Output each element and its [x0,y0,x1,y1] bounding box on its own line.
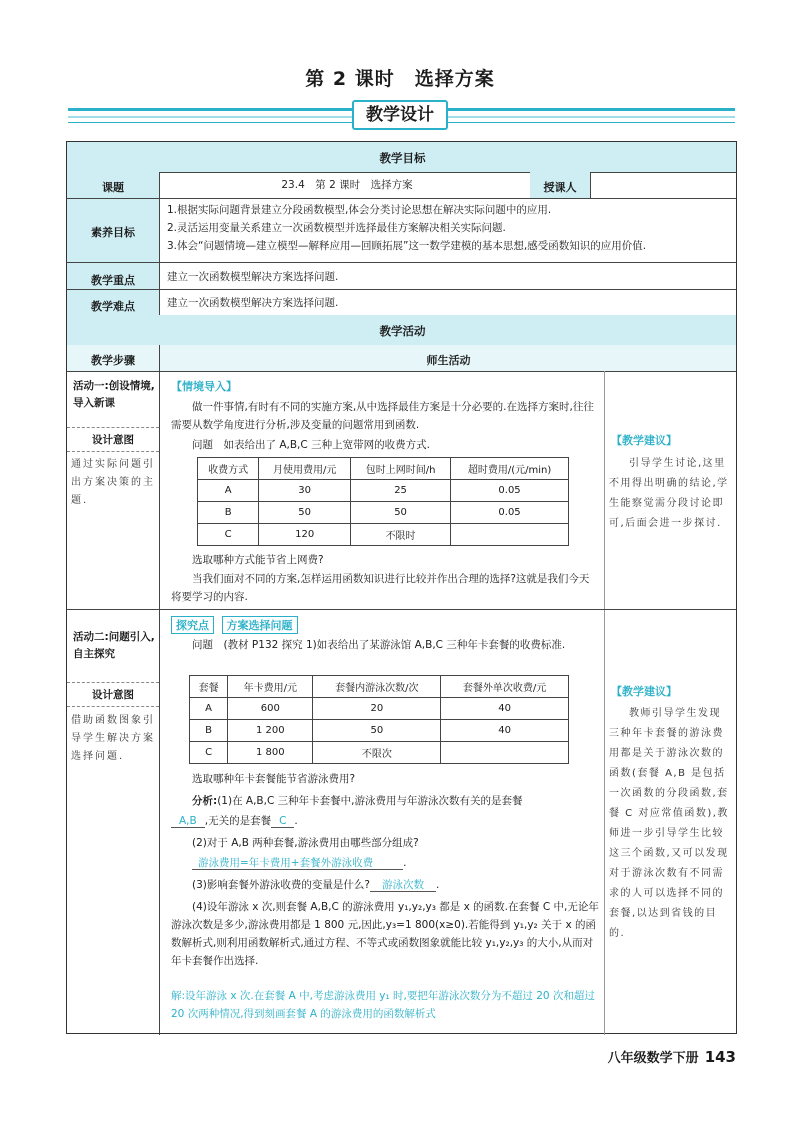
table-header: 包时上网时间/h [351,458,451,480]
activity2-tag: 探究点 方案选择问题 [171,616,298,634]
activity1-ask: 选取哪种方式能节省上网费? [192,554,324,566]
table-header: 套餐内游泳次数/次 [313,676,441,698]
q1-fill-b: C [271,815,294,828]
q2-fill: 游泳费用=年卡费用+套餐外游泳收费 [192,857,403,870]
swim-table [189,675,569,764]
table-cell: B [198,502,259,524]
table-cell: 25 [351,480,451,502]
activity1-design-note: 通过实际问题引出方案决策的主题. [71,459,155,506]
q3-fill: 游泳次数 [370,879,436,892]
row-divider [67,198,736,199]
table-header: 年卡费用/元 [228,676,313,698]
analysis-q2-fill: 游泳费用=年卡费用+套餐外游泳收费 . [171,854,599,872]
analysis-q2: (2)对于 A,B 两种套餐,游泳费用由哪些部分组成? [192,837,419,849]
table-cell: 20 [313,698,441,720]
activity1-intro: 做一件事情,有时有不同的实施方案,从中选择最佳方案是十分必要的.在选择方案时,往往需要从数学角度进行分析,涉及变量的问题常用到函数. [171,401,594,431]
activity2-answer: 解:设年游泳 x 次.在套餐 A 中,考虑游泳费用 y₁ 时,要把年游泳次数分为不超过 20 次和超过 20 次两种情况,得到刻画套餐 A 的游泳费用的函数解析式 [171,990,595,1020]
table-cell: 600 [228,698,313,720]
analysis-q3: (3)影响套餐外游泳收费的变量是什么? 游泳次数 . [192,879,440,891]
table-cell: C [190,742,228,764]
page-number: 143 [704,1048,736,1066]
literacy-line-3: 3.体会“问题情境—建立模型—解释应用—回顾拓展”这一数学建模的基本思想,感受函数知识的应用价值. [167,240,647,252]
activity-section-title: 教学活动 [379,324,426,338]
steps-value: 师生活动 [426,354,471,367]
table-cell: 1 200 [228,720,313,742]
activity2-suggest-title: 【教学建议】 [611,685,677,698]
topic-value: 23.4 第 2 课时 选择方案 [281,179,413,191]
q3-text: (3)影响套餐外游泳收费的变量是什么? [192,879,370,891]
table-cell: 50 [351,502,451,524]
table-cell: 50 [259,502,351,524]
table-cell [451,524,569,546]
difficulty-value: 建立一次函数模型解决方案选择问题. [167,297,339,309]
difficulty-label: 教学难点 [91,300,135,313]
activity1-tag: 【情境导入】 [171,380,237,393]
col-divider [590,172,591,198]
table-cell: 不限次 [313,742,441,764]
table-header: 套餐外单次收费/元 [441,676,569,698]
analysis-q1 [171,792,599,810]
table-cell: 40 [441,720,569,742]
table-cell: 50 [313,720,441,742]
activity1-suggest: 引导学生讨论,这里不用得出明确的结论,学生能察觉需分段讨论即可,后面会进一步探讨. [609,458,729,529]
row-divider [67,262,736,263]
literacy-line-1: 1.根据实际问题背景建立分段函数模型,体会分类讨论思想在解决实际问题中的应用. [167,204,552,216]
broadband-table [197,457,569,546]
row-divider [67,289,736,290]
analysis-q4: (4)设年游泳 x 次,则套餐 A,B,C 的游泳费用 y₁,y₂,y₃ 都是 x 的函数.在套餐 C 中,无论年游泳次数是多少,游泳费用都是 1 800 元,因此,y₃=1 800(x≥0).若能得到 y₁,y₂ 关于 x 的函数解析式,则利用函数解析式,通过方程、不等式或函数图象就能比较 y₁,y₂,y₃ 的大小,从而对年卡套餐作出选择. [171,901,599,967]
key-point-value: 建立一次函数模型解决方案选择问题. [167,271,339,283]
table-cell [441,742,569,764]
row-divider [67,371,736,372]
table-cell: 120 [259,524,351,546]
activity2-question: 问题 (教材 P132 探究 1)如表给出了某游泳馆 A,B,C 三种年卡套餐的收费标准. [192,639,566,651]
page-title: 第 2 课时 选择方案 [305,68,495,90]
table-cell: 0.05 [451,502,569,524]
table-cell: A [198,480,259,502]
q1-text: (1)在 A,B,C 三种年卡套餐中,游泳费用与年游泳次数有关的是套餐 [217,795,523,807]
activity2-ask: 选取哪种年卡套餐能节省游泳费用? [192,773,356,785]
table-cell: 40 [441,698,569,720]
table-cell: 不限时 [351,524,451,546]
q1-mid: ,无关的是套餐 [204,815,272,827]
activity2-design-note: 借助函数图象引导学生解决方案选择问题. [71,715,155,762]
table-cell: B [190,720,228,742]
analysis-label: 分析: [192,795,218,807]
table-cell: 0.05 [451,480,569,502]
table-cell: C [198,524,259,546]
activity1-design-label: 设计意图 [67,427,159,452]
table-cell: A [190,698,228,720]
col-divider [159,371,160,1035]
topic-label: 课题 [102,181,124,194]
section-banner: 教学设计 [352,100,448,130]
steps-label: 教学步骤 [91,354,135,367]
q1-fill-a: A,B [171,815,205,828]
goal-section-title: 教学目标 [379,151,426,165]
table-cell: 1 800 [228,742,313,764]
activity2-suggest: 教师引导学生发现三种年卡套餐的游泳费用都是关于游泳次数的函数(套餐 A,B 是包括一次函数的分段函数,套餐 C 对应常值函数),教师进一步引导学生比较这三个函数,又可以发现对于游泳次数有不同需求的人可以选择不同的套餐,以达到省钱的目的. [609,708,729,939]
teacher-label: 授课人 [543,181,577,194]
col-divider [604,371,605,1035]
key-point-label: 教学重点 [91,274,135,287]
table-header: 套餐 [190,676,228,698]
activity1-question: 问题 如表给出了 A,B,C 三种上宽带网的收费方式. [192,439,430,451]
activity1-name: 活动一:创设情境,导入新课 [73,380,155,409]
activity2-design-label: 设计意图 [67,682,159,707]
activity1-end: 当我们面对不同的方案,怎样运用函数知识进行比较并作出合理的选择?这就是我们今天将要学习的内容. [171,573,590,603]
table-header: 超时费用/(元/min) [451,458,569,480]
analysis-q1-fill: A,B ,无关的是套餐 C . [171,812,599,830]
row-divider [67,609,736,610]
table-header: 月使用费用/元 [259,458,351,480]
page-footer [608,1047,736,1066]
lesson-plan-table [66,141,737,1034]
literacy-line-2: 2.灵活运用变量关系建立一次函数模型并选择最佳方案解决相关实际问题. [167,222,506,234]
activity2-name: 活动二:问题引入,自主探究 [73,631,155,660]
activity1-suggest-title: 【教学建议】 [611,434,677,447]
literacy-label: 素养目标 [91,226,135,239]
row-divider [67,172,736,173]
table-cell: 30 [259,480,351,502]
table-header: 收费方式 [198,458,259,480]
book-title: 八年级数学下册 [607,1051,699,1066]
